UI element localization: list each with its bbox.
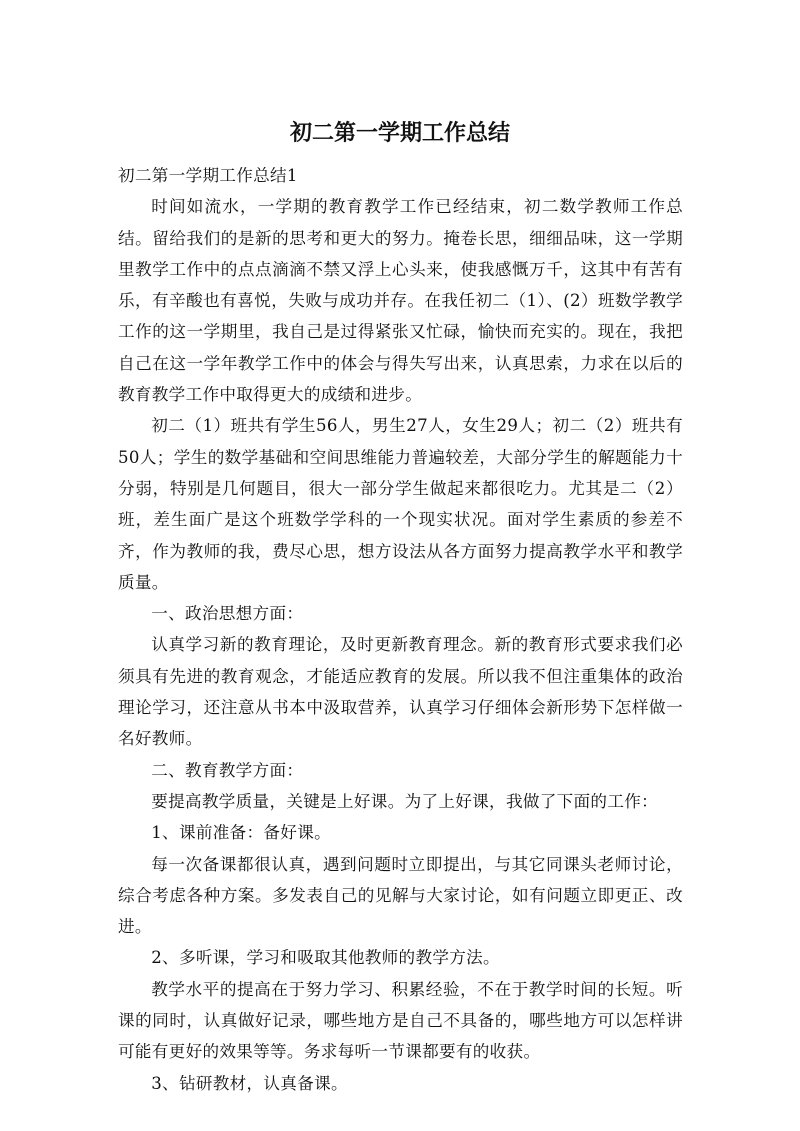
paragraph-lesson-prep: 每一次备课都很认真，遇到问题时立即提出，与其它同课头老师讨论，综合考虑各种方案。多发表自己的见解与大家讨论，如有问题立即更正、改进。 <box>118 854 683 937</box>
heading-teaching: 二、教育教学方面： <box>151 760 304 780</box>
paragraph-observe-classes: 教学水平的提高在于努力学习、积累经验，不在于教学时间的长短。听课的同时，认真做好记录，哪些地方是自己不具备的，哪些地方可以怎样讲可能有更好的效果等等。务求每听一节课都要有的收获。 <box>118 979 683 1062</box>
paragraph-intro: 时间如流水，一学期的教育教学工作已经结束，初二数学教师工作总结。留给我们的是新的思考和更大的努力。掩卷长思，细细品味，这一学期里教学工作中的点点滴滴不禁又浮上心头来，使我感慨万千，这其中有苦有乐，有辛酸也有喜悦，失败与成功并存。在我任初二（1）、(2）班数学教学工作的这一学期里，我自己是过得紧张又忙碌，愉快而充实的。现在，我把自己在这一学年教学工作中的体会与得失写出来，认真思索，力求在以后的教育教学工作中取得更大的成绩和进步。 <box>118 197 683 405</box>
heading-political-thought: 一、政治思想方面： <box>151 604 304 624</box>
paragraph-teaching-intro: 要提高教学质量，关键是上好课。为了上好课，我做了下面的工作： <box>151 791 658 811</box>
list-item-lesson-prep: 1、课前准备：备好课。 <box>151 823 331 843</box>
list-item-observe-classes: 2、多听课，学习和吸取其他教师的教学方法。 <box>151 948 500 968</box>
document-title: 初二第一学期工作总结 <box>289 121 510 146</box>
paragraph-political-thought: 认真学习新的教育理论，及时更新教育理念。新的教育形式要求我们必须具有先进的教育观念，才能适应教育的发展。所以我不但注重集体的政治理论学习，还注意从书本中汲取营养，认真学习仔细体会新形势下怎样做一名好教师。 <box>118 635 683 749</box>
list-item-study-materials: 3、钻研教材，认真备课。 <box>151 1073 348 1093</box>
section-subtitle: 初二第一学期工作总结1 <box>118 166 298 185</box>
paragraph-class-situation: 初二（1）班共有学生56人，男生27人，女生29人；初二（2）班共有50人；学生的数学基础和空间思维能力普遍较差，大部分学生的解题能力十分弱，特别是几何题目，很大一部分学生做起来都很吃力。尤其是二（2）班，差生面广是这个班数学学科的一个现实状况。面对学生素质的参差不齐，作为教师的我，费尽心思，想方设法从各方面努力提高教学水平和教学质量。 <box>118 416 683 592</box>
document-body <box>118 160 683 1099</box>
